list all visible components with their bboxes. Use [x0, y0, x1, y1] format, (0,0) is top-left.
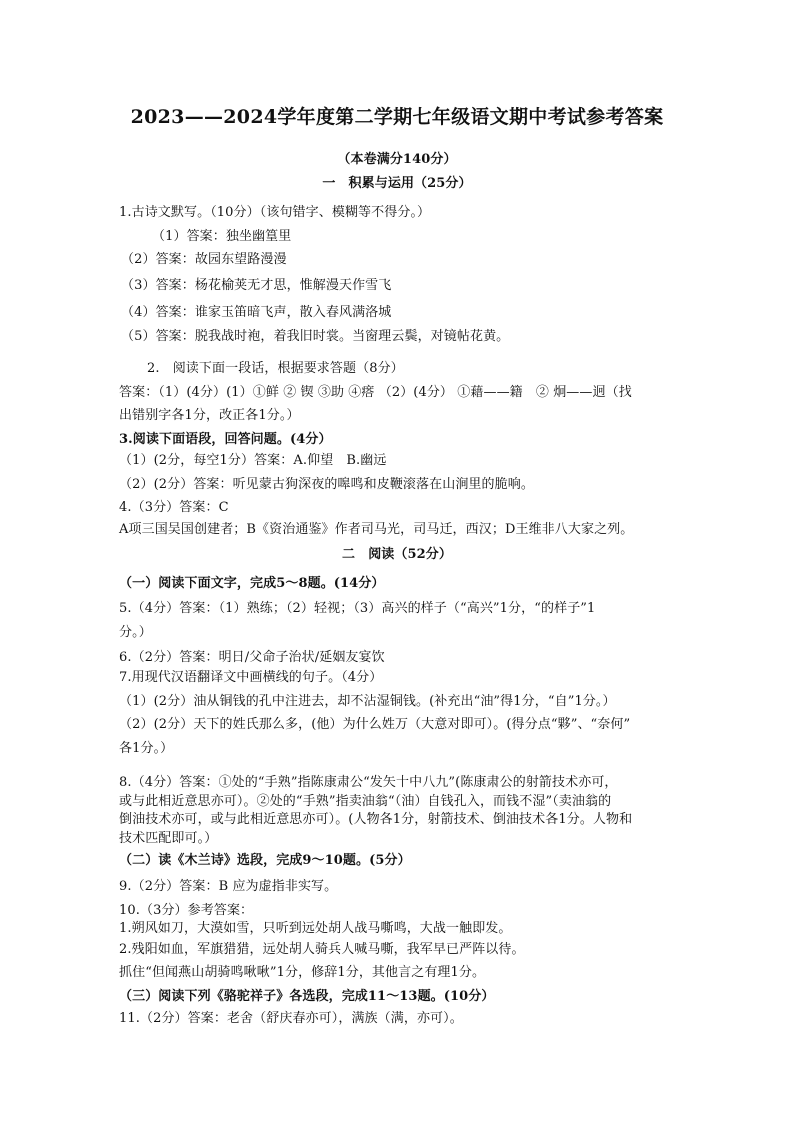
- q4-explanation: A项三国吴国创建者；B《资治通鉴》作者司马光，司马迁，西汉；D王维非八大家之列。: [119, 522, 634, 537]
- q11-answer: 11.（2分）答案：老舍（舒庆春亦可），满族（满，亦可）。: [119, 1011, 463, 1026]
- q1-answer-4: （4）答案：谁家玉笛暗飞声，散入春风满洛城: [121, 305, 392, 320]
- section-2-heading: 二 阅读（52分）: [342, 547, 452, 562]
- q5-answer-line-2: 分。）: [119, 625, 152, 640]
- total-score-note: （本卷满分140分）: [337, 152, 457, 167]
- q8-answer-line-3: 倒油技术亦可，或与此相近意思亦可）。(人物各1分，射箭技术、倒油技术各1分。人物和: [119, 812, 633, 827]
- q7-answer-2-line-2: 各1分。）: [119, 741, 174, 756]
- q4-answer: 4.（3分）答案：C: [119, 500, 229, 515]
- q8-answer-line-4: 技术匹配即可。）: [119, 831, 218, 846]
- q10-answer-2: 2.残阳如血，军旗猎猎，远处胡人骑兵人喊马嘶，我军早已严阵以待。: [119, 942, 525, 957]
- q10-answer-1: 1.朔风如刀，大漠如雪，只听到远处胡人战马嘶鸣，大战一触即发。: [119, 921, 512, 936]
- document-title: 2023——2024学年度第二学期七年级语文期中考试参考答案: [130, 106, 664, 128]
- q6-answer: 6.（2分）答案：明日/父命子治状/延姻友宴饮: [119, 650, 385, 665]
- q2-stem: 2. 阅读下面一段话，根据要求答题（8分）: [147, 361, 404, 376]
- q9-answer: 9.（2分）答案：B 应为虚指非实写。: [119, 879, 338, 894]
- section-1-heading: 一 积累与运用（25分）: [322, 176, 472, 191]
- q7-answer-1: （1）(2分）油从铜钱的孔中注进去，却不沾湿铜钱。(补充出“油”得1分，“自”1分。）: [119, 694, 616, 709]
- q1-answer-2: （2）答案：故园东望路漫漫: [121, 252, 287, 267]
- q10-scoring-note: 抓住“但闻燕山胡骑鸣啾啾”1分，修辞1分，其他言之有理1分。: [119, 965, 486, 980]
- q1-answer-3: （3）答案：杨花榆荚无才思，惟解漫天作雪飞: [121, 278, 392, 293]
- q1-stem: 1.古诗文默写。（10分）（该句错字、模糊等不得分。）: [119, 205, 431, 220]
- q1-answer-5: （5）答案：脱我战时袍，着我旧时裳。当窗理云鬓，对镜帖花黄。: [121, 329, 510, 344]
- q7-stem: 7.用现代汉语翻译文中画横线的句子。（4分）: [119, 670, 383, 685]
- q8-answer-line-1: 8.（4分）答案：①处的“手熟”指陈康肃公“发矢十中八九”(陈康肃公的射箭技术亦可，: [119, 775, 618, 790]
- q5-answer-line-1: 5.（4分）答案：（1）熟练；（2）轻视；（3）高兴的样子（“高兴”1分，“的样子”1: [119, 601, 596, 616]
- q2-answer-line-2: 出错别字各1分，改正各1分。）: [119, 408, 300, 423]
- q3-answer-2: （2）(2分）答案：听见蒙古狗深夜的嗥鸣和皮鞭滚落在山涧里的脆响。: [119, 477, 534, 492]
- reading-part-3-heading: （三）阅读下列《骆驼祥子》各选段，完成11～13题。(10分）: [119, 989, 495, 1004]
- q7-answer-2-line-1: （2）(2分）天下的姓氏那么多，(他）为什么姓万（大意对即可）。(得分点“夥”、“奈何”: [119, 717, 631, 732]
- q3-answer-1: （1）(2分，每空1分）答案：A.仰望 B.幽远: [119, 453, 387, 468]
- q10-stem: 10.（3分）参考答案：: [119, 903, 254, 918]
- q3-stem: 3.阅读下面语段，回答问题。(4分）: [119, 432, 332, 447]
- q8-answer-line-2: 或与此相近意思亦可）。②处的“手熟”指卖油翁“（油）自钱孔入，而钱不湿”（卖油翁的: [119, 794, 612, 809]
- reading-part-2-heading: （二）读《木兰诗》选段，完成9～10题。(5分）: [119, 853, 411, 868]
- reading-part-1-heading: （一）阅读下面文字，完成5～8题。(14分）: [119, 576, 385, 591]
- q1-answer-1: （1）答案：独坐幽篁里: [152, 229, 292, 244]
- q2-answer-line-1: 答案：（1）(4分）(1）①鲜 ② 锲 ③助 ④瘩 （2）(4分） ①藉——籍 ② 炯——迥（找: [119, 385, 632, 400]
